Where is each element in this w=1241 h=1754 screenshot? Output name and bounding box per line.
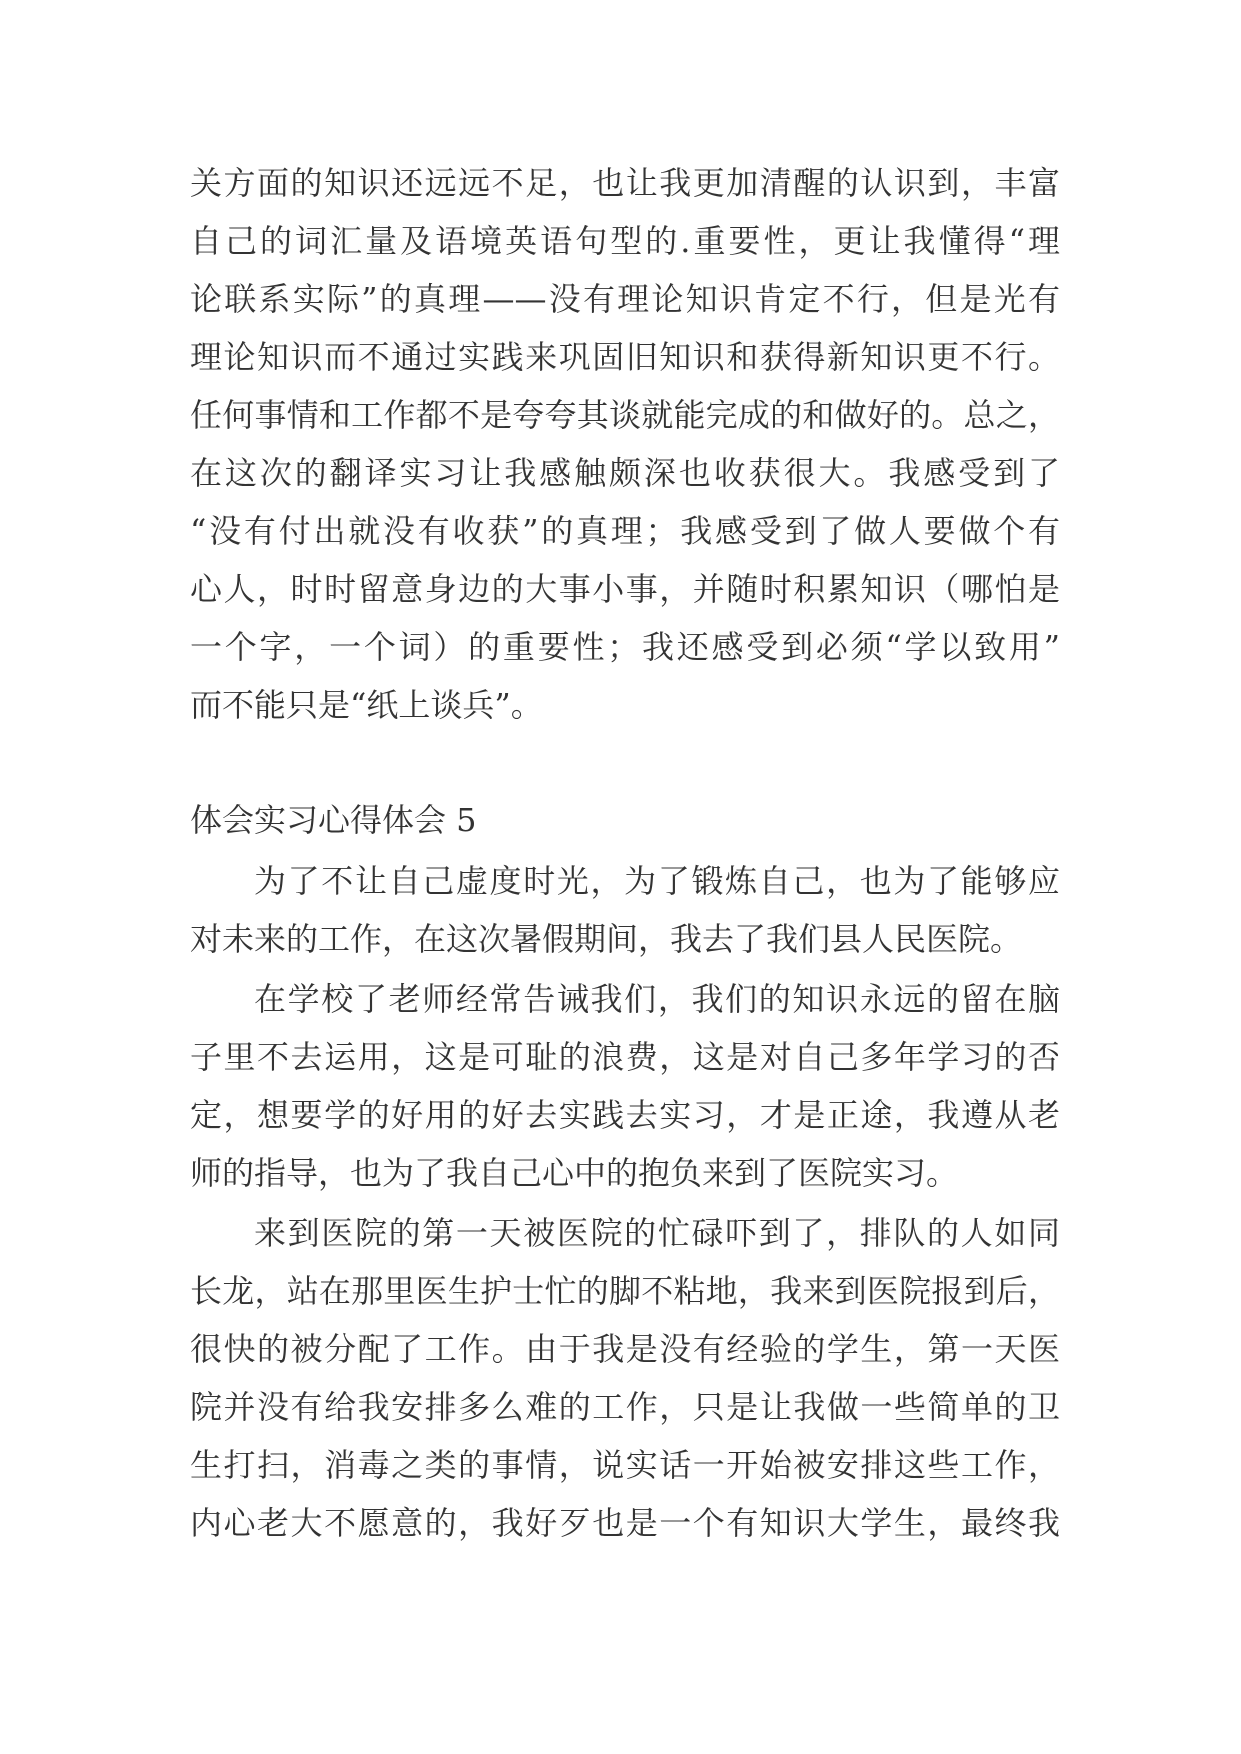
text-line: 来到医院的第一天被医院的忙碌吓到了，排队的人如同 bbox=[254, 1214, 1060, 1252]
text-line: 为了不让自己虚度时光，为了锻炼自己，也为了能够应 bbox=[254, 862, 1060, 900]
text-line: 师的指导，也为了我自己心中的抱负来到了医院实习。 bbox=[190, 1154, 959, 1192]
text-line: 长龙，站在那里医生护士忙的脚不粘地，我来到医院报到后， bbox=[190, 1272, 1060, 1310]
text-line: 子里不去运用，这是可耻的浪费，这是对自己多年学习的否 bbox=[190, 1038, 1060, 1076]
text-line: “没有付出就没有收获”的真理；我感受到了做人要做个有 bbox=[190, 512, 1060, 550]
text-line: 定，想要学的好用的好去实践去实习，才是正途，我遵从老 bbox=[190, 1096, 1060, 1134]
text-line: 在这次的翻译实习让我感触颇深也收获很大。我感受到了 bbox=[190, 454, 1060, 492]
text-line: 院并没有给我安排多么难的工作，只是让我做一些简单的卫 bbox=[190, 1388, 1060, 1426]
text-line: 内心老大不愿意的，我好歹也是一个有知识大学生，最终我 bbox=[190, 1504, 1060, 1542]
section-title: 体会实习心得体会 5 bbox=[190, 801, 477, 839]
text-line: 对未来的工作，在这次暑假期间，我去了我们县人民医院。 bbox=[190, 920, 1023, 958]
text-line: 论联系实际”的真理——没有理论知识肯定不行，但是光有 bbox=[190, 280, 1060, 318]
text-line: 而不能只是“纸上谈兵”。 bbox=[190, 686, 543, 724]
text-line: 生打扫，消毒之类的事情，说实话一开始被安排这些工作， bbox=[190, 1446, 1060, 1484]
text-line: 很快的被分配了工作。由于我是没有经验的学生，第一天医 bbox=[190, 1330, 1060, 1368]
text-line: 在学校了老师经常告诫我们，我们的知识永远的留在脑 bbox=[254, 980, 1060, 1018]
text-line: 一个字，一个词）的重要性；我还感受到必须“学以致用” bbox=[190, 628, 1060, 666]
text-line: 理论知识而不通过实践来巩固旧知识和获得新知识更不行。 bbox=[190, 338, 1060, 376]
text-line: 自己的词汇量及语境英语句型的.重要性，更让我懂得“理 bbox=[190, 222, 1060, 260]
text-line: 关方面的知识还远远不足，也让我更加清醒的认识到，丰富 bbox=[190, 164, 1060, 202]
text-line: 任何事情和工作都不是夸夸其谈就能完成的和做好的。总之， bbox=[190, 396, 1060, 434]
text-line: 心人，时时留意身边的大事小事，并随时积累知识（哪怕是 bbox=[190, 570, 1060, 608]
